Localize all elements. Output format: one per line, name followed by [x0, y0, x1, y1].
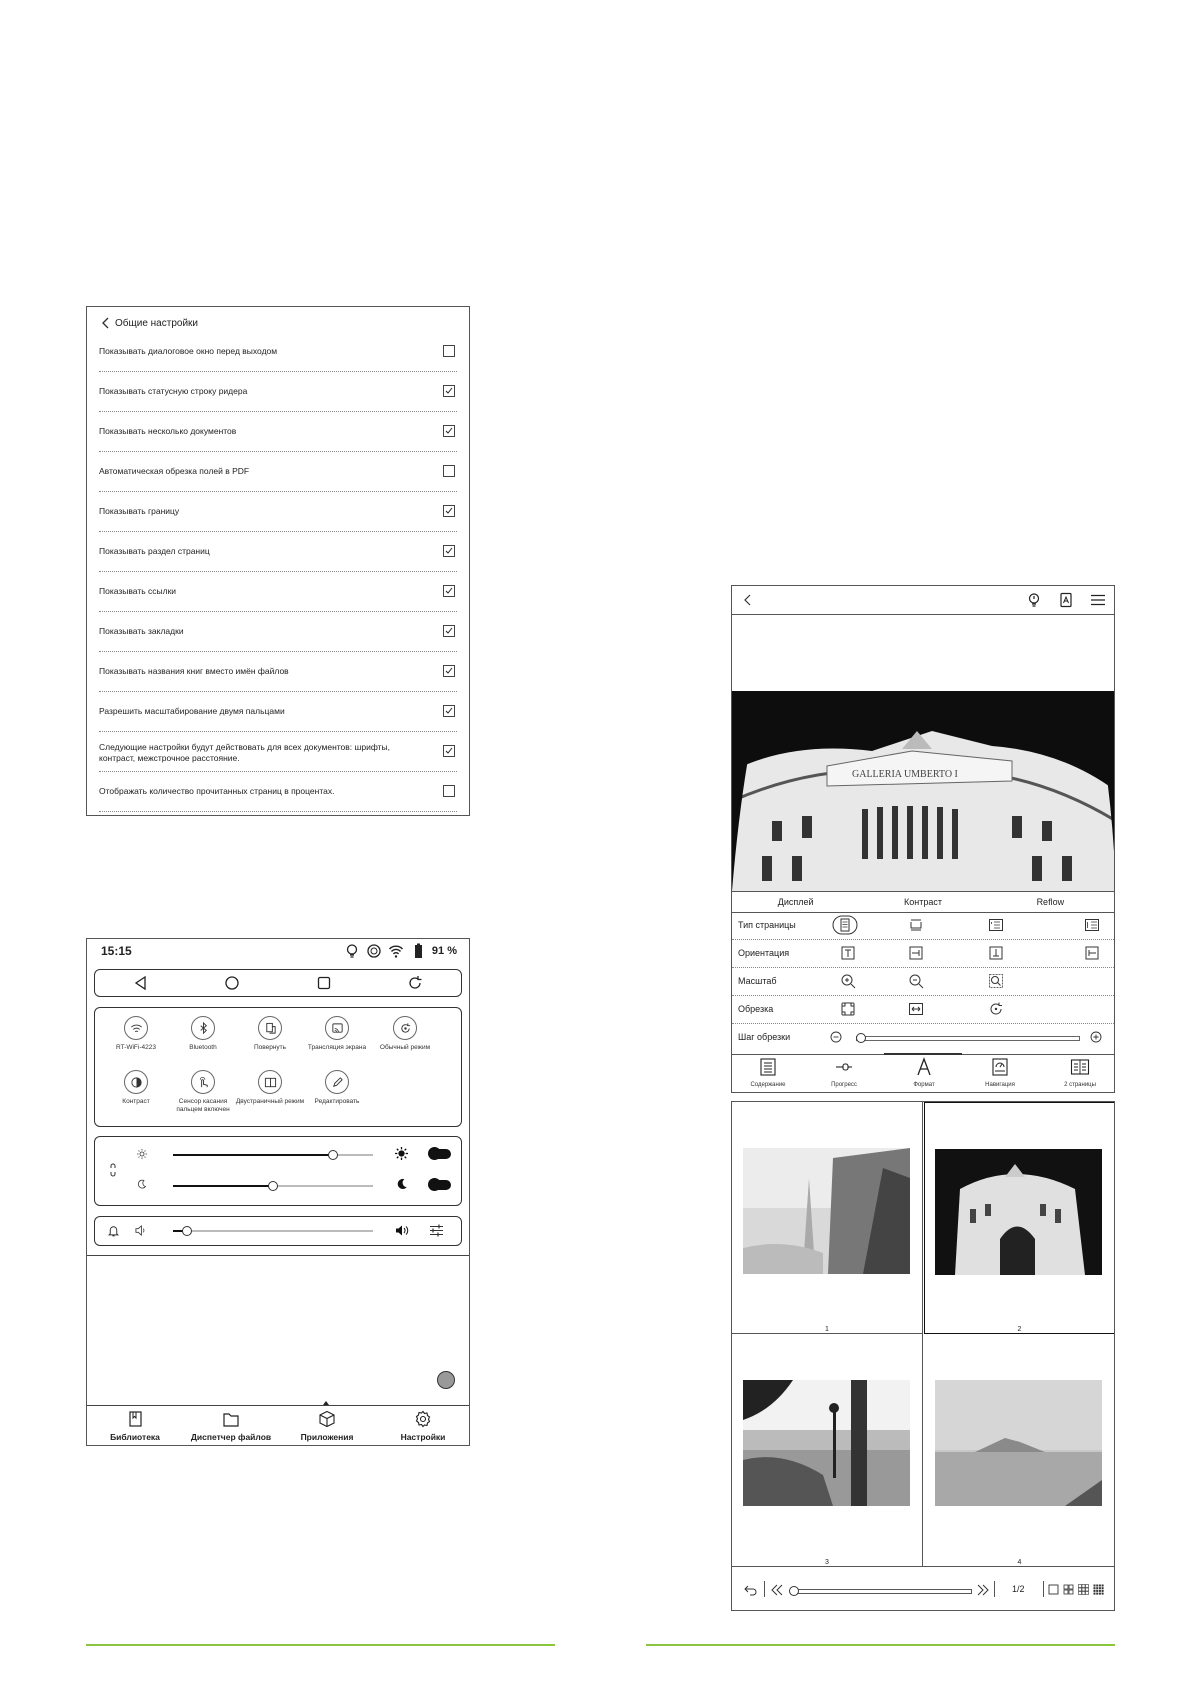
sync-icon [366, 943, 382, 959]
quick-tile-label: Обычный режим [379, 1044, 431, 1051]
reader-tool-label: 2 страницы [1064, 1082, 1096, 1088]
setting-checkbox[interactable] [443, 625, 455, 637]
orientation-label: Ориентация [738, 948, 790, 958]
checkmark-icon [445, 547, 453, 555]
quick-tile-label: Двустраничный режим [235, 1098, 305, 1105]
quick-tile-label: Контраст [122, 1098, 150, 1105]
quick-tile-icon-wrap [325, 1016, 349, 1040]
checkmark-icon [445, 427, 453, 435]
back-triangle-icon[interactable] [133, 975, 149, 991]
quick-tile[interactable] [167, 1070, 239, 1113]
quick-tile-label: Bluetooth [189, 1044, 217, 1051]
orientation-top-icon[interactable] [840, 945, 856, 961]
reader-tool-button[interactable] [970, 1057, 1030, 1088]
quick-tile[interactable] [234, 1070, 306, 1106]
settings-header[interactable] [101, 317, 198, 329]
crop-step-row [732, 1023, 1114, 1051]
thumbnail-image [743, 1148, 910, 1274]
lighting-panel [94, 1136, 462, 1206]
front-light-knob[interactable] [328, 1150, 338, 1160]
quick-tile[interactable] [369, 1016, 441, 1052]
orientation-right-icon[interactable] [908, 945, 924, 961]
setting-label: Отображать количество прочитанных страниц в процентах. [99, 786, 335, 796]
quick-tile-icon-wrap [393, 1016, 417, 1040]
setting-row[interactable] [99, 771, 457, 812]
crop-step-slider[interactable] [856, 1036, 1080, 1041]
recents-square-icon[interactable] [316, 975, 332, 991]
quick-tile-icon-wrap [258, 1016, 282, 1040]
setting-checkbox[interactable] [443, 345, 455, 357]
apps-icon [318, 1410, 336, 1428]
tab-display[interactable]: Дисплей [777, 897, 814, 907]
folder-icon [222, 1410, 240, 1428]
page-type-columns-icon[interactable] [908, 917, 924, 933]
library-icon [126, 1410, 144, 1428]
crop-step-label: Шаг обрезки [738, 1032, 791, 1042]
tab-reflow[interactable]: Reflow [1036, 897, 1065, 907]
touch-icon [197, 1076, 210, 1089]
home-nav-item[interactable] [375, 1410, 470, 1443]
checkmark-icon [445, 667, 453, 675]
checkmark-icon [445, 507, 453, 515]
front-light-toggle[interactable] [429, 1149, 451, 1159]
grid-16-icon[interactable] [1093, 1584, 1104, 1595]
page-indicator: 1/2 [1012, 1584, 1025, 1594]
reader-tool-label: Формат [913, 1082, 935, 1088]
general-settings-screen [86, 306, 470, 816]
reader-tool-button[interactable] [738, 1057, 798, 1088]
footer-separator [1043, 1581, 1044, 1597]
thumbnail-image [935, 1380, 1102, 1506]
crop-reset-icon[interactable] [988, 1001, 1004, 1017]
checkmark-icon [445, 587, 453, 595]
setting-checkbox[interactable] [443, 585, 455, 597]
building-inscription: GALLERIA UMBERTO I [852, 769, 958, 780]
floating-action-button[interactable] [437, 1371, 455, 1389]
thumbnail-page-number: 4 [1017, 1559, 1022, 1566]
quick-tile-label: Трансляция экрана [307, 1044, 367, 1051]
thumbnail-cell-current[interactable] [924, 1102, 1115, 1334]
quick-tile[interactable] [167, 1016, 239, 1052]
page-type-label: Тип страницы [738, 920, 796, 930]
quick-tile-label: Сенсор касания пальцем включен [176, 1098, 230, 1113]
page-type-document-icon[interactable] [832, 915, 858, 935]
galleria-building-image [732, 691, 1114, 891]
checkmark-icon [445, 387, 453, 395]
format-letter-icon [914, 1057, 934, 1077]
footer-rule-left [86, 1644, 555, 1646]
front-light-slider[interactable] [173, 1154, 373, 1156]
footer-separator [764, 1581, 765, 1597]
zoom-row [732, 967, 1114, 996]
moon-filled-icon [396, 1178, 408, 1190]
home-nav-item[interactable] [87, 1410, 183, 1443]
volume-slider[interactable] [173, 1230, 373, 1232]
quick-tile-icon-wrap [124, 1070, 148, 1094]
refresh-mode-icon [399, 1022, 412, 1035]
quick-tile-icon-wrap [191, 1016, 215, 1040]
thumbnail-image [935, 1149, 1102, 1275]
quick-tile-icon-wrap [258, 1070, 282, 1094]
footer-rule-right [646, 1644, 1115, 1646]
thumbnail-cell[interactable] [732, 1102, 923, 1334]
orientation-left-icon[interactable] [1084, 945, 1100, 961]
thumbnail-cell[interactable] [924, 1334, 1115, 1566]
volume-low-icon [135, 1225, 146, 1236]
page-type-row [732, 911, 1114, 940]
thumbnail-page-number: 2 [1017, 1326, 1022, 1333]
setting-label: Показывать диалоговое окно перед выходом [99, 346, 278, 356]
warm-light-knob[interactable] [268, 1181, 278, 1191]
quick-tile[interactable] [234, 1016, 306, 1052]
contents-list-icon [758, 1057, 778, 1077]
orientation-row [732, 939, 1114, 968]
setting-label: Показывать названия книг вместо имён файлов [99, 666, 289, 676]
setting-label: Разрешить масштабирование двумя пальцами [99, 706, 285, 716]
quick-tile-icon-wrap [191, 1070, 215, 1094]
checkmark-icon [445, 627, 453, 635]
equalizer-icon[interactable] [429, 1224, 444, 1237]
reader-tool-label: Содержание [750, 1082, 786, 1088]
thumbnail-page-number: 1 [825, 1326, 829, 1333]
setting-row[interactable] [99, 611, 457, 652]
reader-tool-button[interactable] [1050, 1057, 1110, 1088]
return-icon[interactable] [744, 1583, 758, 1597]
home-nav-item[interactable] [183, 1410, 279, 1443]
reader-display-settings-screen [731, 585, 1115, 1093]
back-chevron-icon[interactable] [101, 317, 111, 329]
setting-row[interactable] [99, 651, 457, 692]
home-circle-icon[interactable] [224, 975, 240, 991]
reader-tool-button[interactable] [894, 1057, 954, 1088]
home-nav-item[interactable] [279, 1410, 375, 1443]
page-type-single-icon[interactable] [1084, 917, 1100, 933]
reader-top-bar [732, 586, 1114, 615]
setting-checkbox[interactable] [443, 465, 455, 477]
two-pages-icon [1070, 1057, 1090, 1077]
reader-tool-button[interactable] [814, 1057, 874, 1088]
grid-9-icon[interactable] [1078, 1584, 1089, 1595]
crop-auto-icon[interactable] [840, 1001, 856, 1017]
page-progress-slider[interactable] [790, 1589, 972, 1594]
status-bar [87, 939, 469, 963]
reader-tool-label: Навигация [985, 1082, 1015, 1088]
settings-title: Общие настройки [115, 317, 198, 329]
wifi-icon [130, 1022, 143, 1035]
bell-icon[interactable] [107, 1224, 120, 1237]
quick-tile-icon-wrap [325, 1070, 349, 1094]
battery-level: 91 % [431, 945, 457, 957]
active-tab-indicator-icon [323, 1401, 329, 1405]
contrast-icon [130, 1076, 143, 1089]
setting-label: Показывать несколько документов [99, 426, 237, 436]
volume-knob[interactable] [182, 1226, 192, 1236]
refresh-icon[interactable] [407, 975, 423, 991]
crop-width-icon[interactable] [908, 1001, 924, 1017]
reader-tool-label: Прогресс [831, 1082, 857, 1088]
document-page-photo [732, 691, 1114, 891]
grid-1-icon[interactable] [1048, 1584, 1059, 1595]
setting-label: Показывать закладки [99, 626, 184, 636]
reader-bottom-toolbar [732, 1054, 1114, 1093]
quick-tile-icon-wrap [124, 1016, 148, 1040]
quick-settings-screen [86, 938, 470, 1446]
setting-row[interactable] [99, 691, 457, 732]
frontlight-bulb-icon[interactable] [1026, 592, 1042, 608]
zoom-in-icon[interactable] [840, 973, 856, 989]
display-tabs [732, 891, 1114, 913]
grid-4-icon[interactable] [1063, 1584, 1074, 1595]
setting-checkbox[interactable] [443, 665, 455, 677]
bluetooth-icon [197, 1022, 210, 1035]
setting-label: Следующие настройки будут действовать для всех документов: шрифты, контраст, межстрочное расстояние. [99, 742, 390, 763]
active-tool-indicator [884, 1053, 962, 1055]
tab-contrast[interactable]: Контраст [904, 897, 942, 907]
link-sliders-icon[interactable] [109, 1163, 117, 1177]
edit-icon [331, 1076, 344, 1089]
footer-separator [994, 1581, 995, 1597]
quick-tile[interactable] [100, 1070, 172, 1106]
setting-row[interactable] [99, 571, 457, 612]
thumbnail-cell[interactable] [732, 1334, 923, 1566]
setting-checkbox[interactable] [443, 425, 455, 437]
setting-label: Показывать статусную строку ридера [99, 386, 248, 396]
page-thumbnails-screen [731, 1101, 1115, 1611]
setting-checkbox[interactable] [443, 505, 455, 517]
setting-row[interactable] [99, 331, 457, 372]
quick-tile-label: Повернуть [253, 1044, 287, 1051]
setting-label: Автоматическая обрезка полей в PDF [99, 466, 250, 476]
thumbnail-page-number: 3 [825, 1559, 829, 1566]
thumbnail-footer-bar [732, 1566, 1114, 1611]
navigation-icon [990, 1057, 1010, 1077]
setting-checkbox[interactable] [443, 785, 455, 797]
rotate-icon [264, 1022, 277, 1035]
setting-label: Показывать границу [99, 506, 180, 516]
brightness-low-icon [137, 1149, 147, 1159]
menu-icon[interactable] [1090, 592, 1106, 608]
crop-step-minus-icon[interactable] [830, 1031, 842, 1043]
moon-outline-icon [137, 1179, 147, 1189]
dual-page-icon [264, 1076, 277, 1089]
first-page-icon[interactable] [770, 1583, 784, 1597]
quick-tiles-panel [94, 1007, 462, 1127]
panel-divider [87, 1255, 469, 1256]
checkmark-icon [445, 747, 453, 755]
setting-checkbox[interactable] [443, 385, 455, 397]
setting-row[interactable] [99, 491, 457, 532]
page-type-numbered-icon[interactable] [988, 917, 1004, 933]
crop-step-knob[interactable] [856, 1033, 866, 1043]
setting-row[interactable] [99, 451, 457, 492]
sound-panel [94, 1216, 462, 1246]
setting-row[interactable] [99, 371, 457, 412]
volume-high-icon [395, 1224, 409, 1237]
zoom-label: Масштаб [738, 976, 777, 986]
home-nav-label: Приложения [300, 1432, 354, 1442]
settings-gear-icon [414, 1410, 432, 1428]
home-nav-label: Диспетчер файлов [190, 1432, 272, 1442]
home-nav-label: Настройки [400, 1432, 446, 1442]
lightbulb-icon [344, 943, 360, 959]
wifi-status-icon [388, 943, 404, 959]
page-progress-knob[interactable] [789, 1586, 799, 1596]
setting-checkbox[interactable] [443, 545, 455, 557]
quick-tile[interactable] [301, 1016, 373, 1052]
setting-checkbox[interactable] [443, 705, 455, 717]
checkmark-icon [445, 707, 453, 715]
quick-tile-label: RT-WiFi-4223 [116, 1044, 156, 1051]
brightness-high-icon [395, 1147, 408, 1160]
status-time: 15:15 [101, 944, 132, 958]
home-bottom-nav [87, 1405, 469, 1446]
quick-tile[interactable] [301, 1070, 373, 1106]
setting-row[interactable] [99, 531, 457, 572]
setting-row[interactable] [99, 411, 457, 452]
back-chevron-icon[interactable] [742, 593, 754, 607]
last-page-icon[interactable] [976, 1583, 990, 1597]
quick-tile[interactable] [100, 1016, 172, 1052]
setting-checkbox[interactable] [443, 745, 455, 757]
orientation-bottom-icon[interactable] [988, 945, 1004, 961]
cast-icon [331, 1022, 344, 1035]
setting-label: Показывать ссылки [99, 586, 177, 596]
warm-light-toggle[interactable] [429, 1180, 451, 1190]
zoom-area-icon[interactable] [988, 973, 1004, 989]
thumbnail-image [743, 1380, 910, 1506]
battery-icon [410, 943, 426, 959]
progress-slider-icon [834, 1057, 854, 1077]
font-settings-icon[interactable] [1058, 592, 1074, 608]
quick-tile-label: Редактировать [314, 1098, 360, 1105]
crop-step-plus-icon[interactable] [1090, 1031, 1102, 1043]
warm-light-slider[interactable] [173, 1185, 373, 1187]
crop-label: Обрезка [738, 1004, 774, 1014]
setting-row[interactable] [99, 731, 457, 772]
setting-label: Показывать раздел страниц [99, 546, 210, 556]
zoom-out-icon[interactable] [908, 973, 924, 989]
home-nav-label: Библиотека [110, 1432, 160, 1442]
crop-row [732, 995, 1114, 1024]
system-nav-bar [94, 969, 462, 997]
